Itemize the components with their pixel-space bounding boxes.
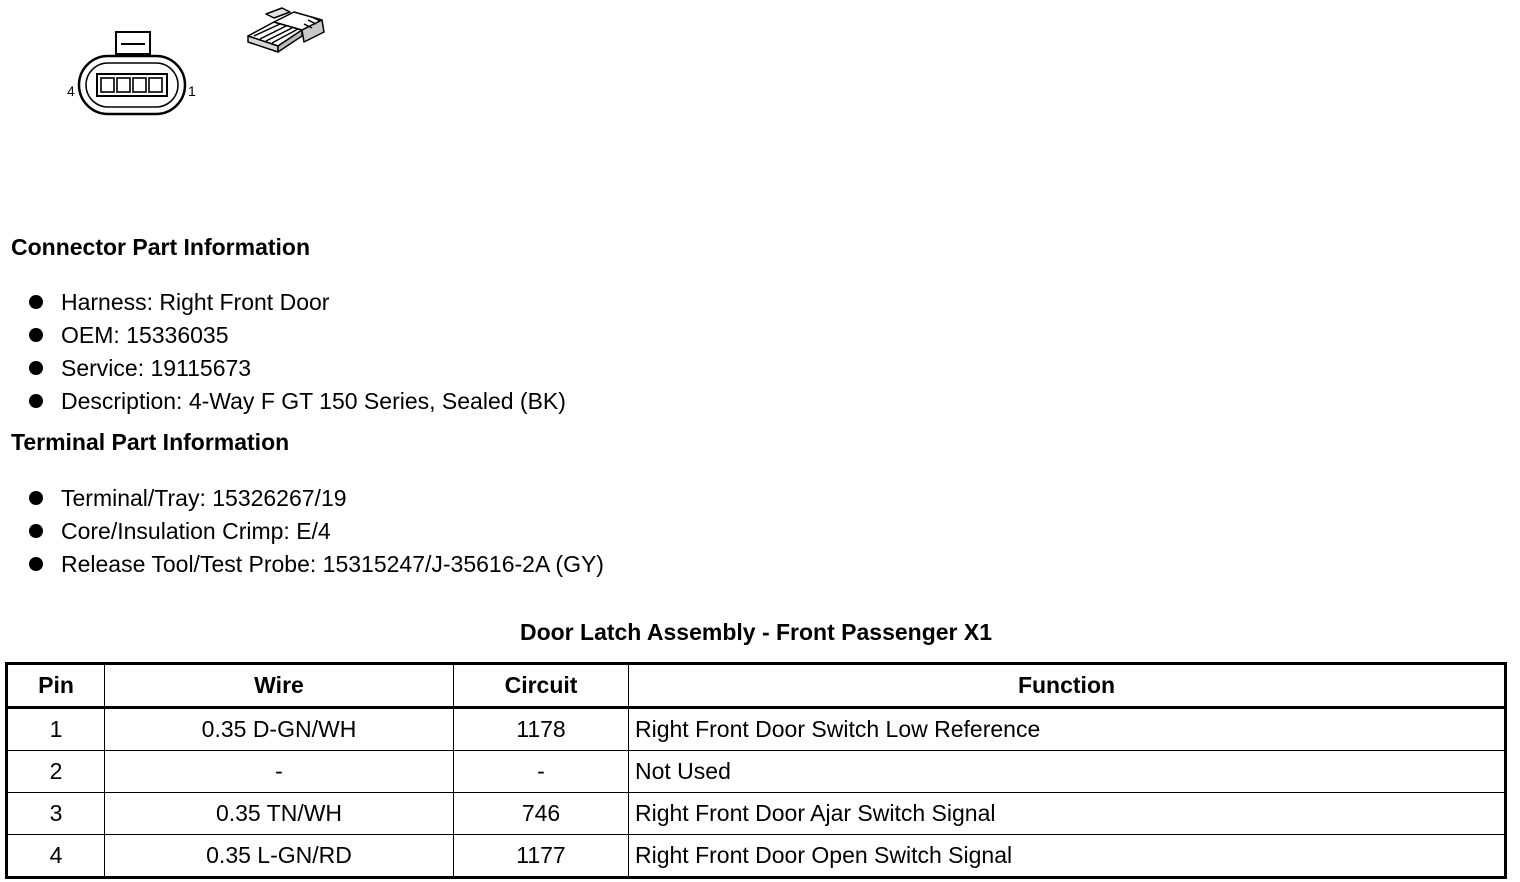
pin-cell: 4	[7, 835, 105, 878]
column-header-pin: Pin	[7, 664, 105, 708]
connector-face-diagram	[64, 30, 200, 122]
circuit-cell: 1177	[454, 835, 629, 878]
list-item-text: Terminal/Tray: 15326267/19	[61, 485, 347, 511]
connector-part-info-heading: Connector Part Information	[11, 234, 311, 260]
function-cell: Right Front Door Open Switch Signal	[629, 835, 1506, 878]
bullet-icon	[29, 491, 43, 505]
pin-cell: 3	[7, 793, 105, 835]
wire-cell: 0.35 TN/WH	[105, 793, 454, 835]
circuit-cell: -	[454, 751, 629, 793]
table-header-row	[7, 664, 1506, 708]
connector-isometric-image	[244, 6, 330, 56]
list-item-text: Release Tool/Test Probe: 15315247/J-35616-2A (GY)	[61, 551, 604, 577]
circuit-cell: 1178	[454, 708, 629, 751]
pin-cell: 1	[7, 708, 105, 751]
wire-cell: -	[105, 751, 454, 793]
pinout-table-title: Door Latch Assembly - Front Passenger X1	[519, 619, 993, 645]
function-cell: Not Used	[629, 751, 1506, 793]
table-row	[7, 835, 1506, 878]
wire-cell: 0.35 L-GN/RD	[105, 835, 454, 878]
bullet-icon	[29, 524, 43, 538]
circuit-cell: 746	[454, 793, 629, 835]
pin-cell: 2	[7, 751, 105, 793]
bullet-icon	[29, 328, 43, 342]
column-header-function: Function	[629, 664, 1506, 708]
list-item-text: OEM: 15336035	[61, 322, 229, 348]
bullet-icon	[29, 394, 43, 408]
terminal-part-info-heading: Terminal Part Information	[11, 429, 290, 455]
connector-housing	[79, 56, 185, 114]
wire-cell: 0.35 D-GN/WH	[105, 708, 454, 751]
list-item-text: Description: 4-Way F GT 150 Series, Sealed (BK)	[61, 388, 566, 414]
function-cell: Right Front Door Switch Low Reference	[629, 708, 1506, 751]
list-item-text: Core/Insulation Crimp: E/4	[61, 518, 331, 544]
table-row	[7, 793, 1506, 835]
column-header-wire: Wire	[105, 664, 454, 708]
bullet-icon	[29, 361, 43, 375]
table-row	[7, 751, 1506, 793]
pinout-table	[5, 662, 1507, 879]
list-item-text: Harness: Right Front Door	[61, 289, 330, 315]
pin-1-label: 1	[188, 83, 196, 99]
bullet-icon	[29, 295, 43, 309]
function-cell: Right Front Door Ajar Switch Signal	[629, 793, 1506, 835]
pin-4-label: 4	[67, 83, 75, 99]
table-row	[7, 708, 1506, 751]
column-header-circuit: Circuit	[454, 664, 629, 708]
list-item-text: Service: 19115673	[61, 355, 252, 381]
bullet-icon	[29, 557, 43, 571]
